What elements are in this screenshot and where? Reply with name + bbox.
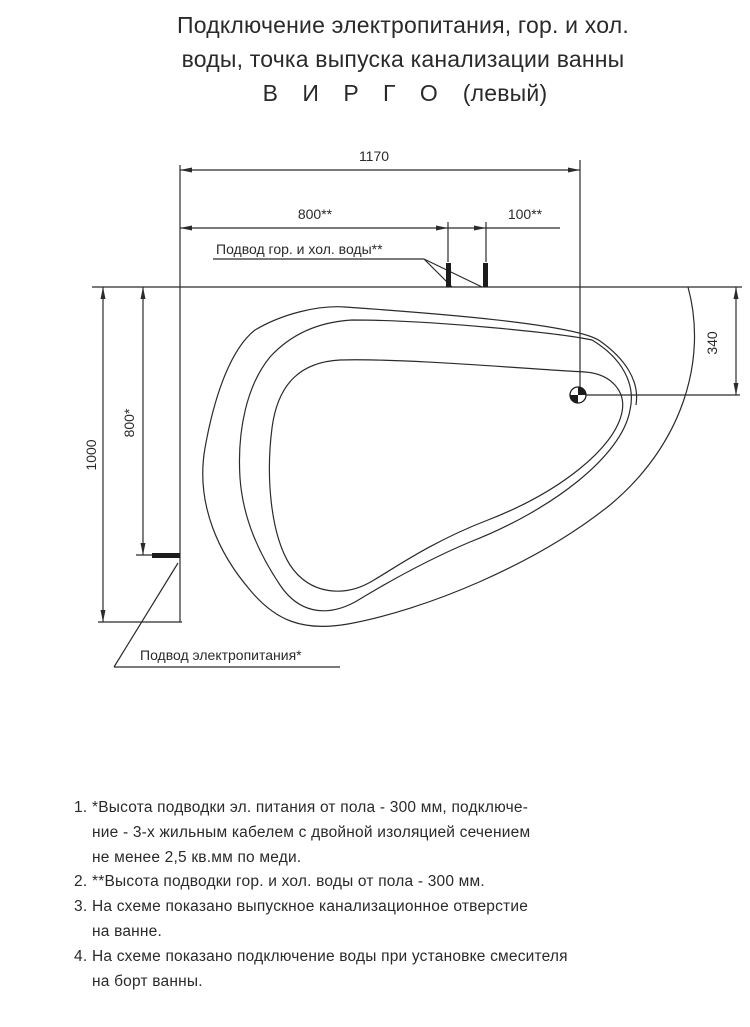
- note-line: На схеме показано подключение воды при установке смесителя: [92, 947, 568, 965]
- dimension-power-offset: 800*: [121, 408, 137, 438]
- dimension-water-spacing: 100**: [507, 206, 543, 222]
- arrowhead: [734, 383, 739, 395]
- note-number: 1.: [74, 799, 88, 816]
- arrowhead: [568, 168, 580, 173]
- notes-list: [74, 796, 714, 994]
- title-line-1: Подключение электропитания, гор. и хол.: [177, 12, 629, 38]
- dimension-drain-offset: 340: [704, 331, 720, 355]
- model-variant: (левый): [462, 80, 548, 106]
- note-item: [74, 796, 714, 870]
- dimension-water-offset: 800**: [297, 206, 333, 222]
- dimension-1000: 1000: [83, 439, 99, 471]
- note-line: на борт ванны.: [92, 972, 203, 990]
- water-leader-line-2: [424, 259, 482, 287]
- arrowhead: [180, 168, 192, 173]
- note-item: [74, 895, 714, 945]
- note-line: не менее 2,5 кв.мм по меди.: [92, 848, 302, 866]
- arrowhead: [141, 287, 146, 299]
- title-line-2: воды, точка выпуска канализации ванны: [181, 46, 625, 72]
- water-supply-label: Подвод гор. и хол. воды**: [216, 241, 383, 257]
- cold-water-pipe: [483, 263, 488, 287]
- arrowhead: [180, 226, 192, 231]
- note-line: На схеме показано выпускное канализационное отверстие: [92, 898, 529, 916]
- note-line: **Высота подводки гор. и хол. воды от пола - 300 мм.: [92, 873, 485, 891]
- power-connection-mark: [152, 553, 180, 558]
- arrowhead: [436, 226, 448, 231]
- note-item: [74, 870, 714, 895]
- note-item: [74, 945, 714, 995]
- model-name: В И Р Г О: [262, 80, 447, 106]
- power-supply-label: Подвод электропитания*: [140, 647, 302, 663]
- arrowhead: [474, 226, 486, 231]
- arrowhead: [141, 543, 146, 555]
- note-line: *Высота подводки эл. питания от пола - 300 мм, подключе-: [92, 799, 529, 816]
- hot-water-pipe: [446, 263, 451, 287]
- arrowhead: [101, 287, 106, 299]
- note-number: 2.: [74, 873, 88, 891]
- bathtub-outer-rim: [203, 287, 695, 626]
- dimension-1170: 1170: [358, 148, 390, 164]
- arrowhead: [101, 610, 106, 622]
- arrowhead: [734, 287, 739, 299]
- drain-symbol: [570, 387, 586, 403]
- note-line: на ванне.: [92, 922, 163, 940]
- bathtub-inner-bowl: [239, 320, 631, 611]
- note-line: ние - 3-х жильным кабелем с двойной изоляцией сечением: [92, 823, 531, 841]
- note-number: 4.: [74, 947, 88, 965]
- note-number: 3.: [74, 898, 88, 916]
